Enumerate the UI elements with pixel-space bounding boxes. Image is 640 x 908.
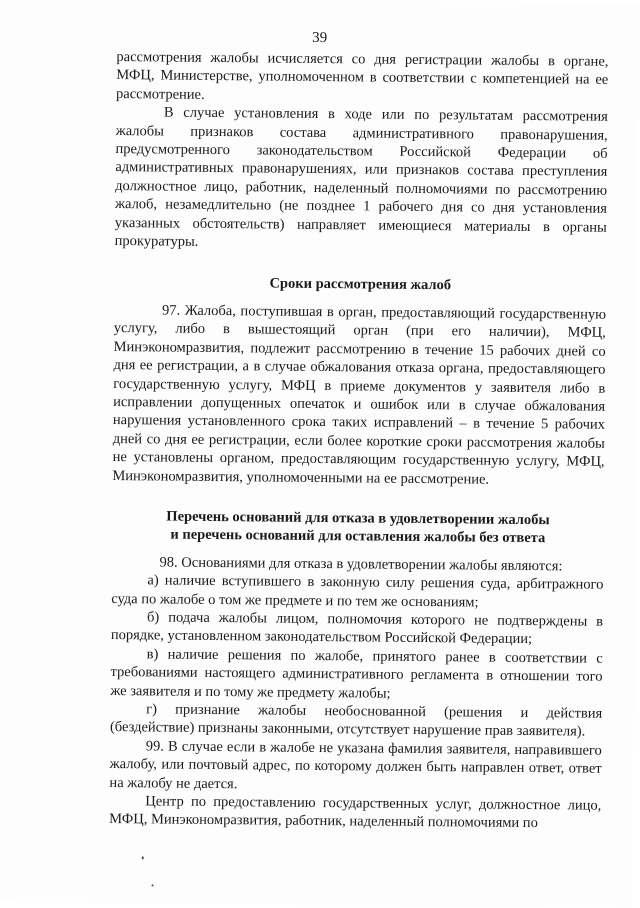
paragraph-continuation: рассмотрения жалобы исчисляется со дня регистрации жалобы в органе, МФЦ, Министерстве, уполномоченном в соответствии с компетенцией на ее рассмотрение. [116, 49, 609, 103]
paragraph-98: 98. Основаниями для отказа в удовлетворении жалобы являются: [159, 554, 563, 575]
paragraph-99: 99. В случае если в жалобе не указана фамилия заявителя, направившего жалобу, или почтовый адрес, по которому должен быть направлен ответ, ответ на жалобу не дается. [109, 738, 602, 792]
scan-speck [142, 856, 144, 859]
paragraph-97: 97. Жалоба, поступившая в орган, предоставляющий государственную услугу, либо в вышестоящий орган (при его наличии), МФЦ, Минэкономразвития, подлежит рассмотрению в течение 15 рабочих дней со дня ее регистрации, а в случае обжалования отказа органа, предоставляющего государственную услугу, МФЦ в приеме документов у заявителя либо в исправлении допущенных опечаток и ошибок или в случае обжалования нарушения установленного срока таких исправлений – в течение 5 рабочих дней со дня ее регистрации, если более короткие сроки рассмотрения жалобы не установлены органом, предоставляющим государственную услугу, МФЦ, Минэкономразвития, уполномоченными на ее рассмотрение. [112, 302, 607, 488]
page-number: 39 [312, 29, 328, 47]
section-heading-line-1: Перечень оснований для отказа в удовлетворении жалобы [166, 508, 550, 529]
section-heading-line-2: и перечень оснований для оставления жалобы без ответа [170, 526, 546, 547]
paragraph-violation-detection: В случае установления в ходе или по результатам рассмотрения жалобы признаков состава административного правонарушения, предусмотренного законодательством Российской Федерации об административных правонарушениях, или признаков состава преступления должностное лицо, работник, наделенный полномочиями по рассмотрению жалоб, незамедлительно (не позднее 1 рабочего дня со дня установления указанных обстоятельств) направляет имеющиеся материалы в органы прокуратуры. [114, 104, 608, 250]
page-content [109, 48, 608, 834]
list-item-b: б) подача жалобы лицом, полномочия которого не подтверждены в порядке, установленном законодательством Российской Федерации; [110, 609, 604, 648]
section-heading-complaint-terms: Сроки рассмотрения жалоб [269, 275, 452, 294]
list-item-g: г) признание жалобы необоснованной (решения и действия (бездействие) признаны законными, отсутствует нарушение прав заявителя). [109, 701, 603, 740]
list-item-v: в) наличие решения по жалобе, принятого ранее в соответствии с требованиями настоящего административного регламента в отношении того же заявителя и по тому же предмету жалобы; [110, 646, 603, 702]
scan-speck [151, 884, 153, 886]
section-heading-refusal-grounds [112, 507, 604, 549]
paragraph-service-center: Центр по предоставлению государственных услуг, должностное лицо, МФЦ, Минэкономразвития, работник, наделенный полномочиями по [109, 793, 602, 832]
list-item-a: а) наличие вступившего в законную силу решения суда, арбитражного суда по жалобе о том же предмете и по тем же основаниям; [111, 572, 604, 611]
